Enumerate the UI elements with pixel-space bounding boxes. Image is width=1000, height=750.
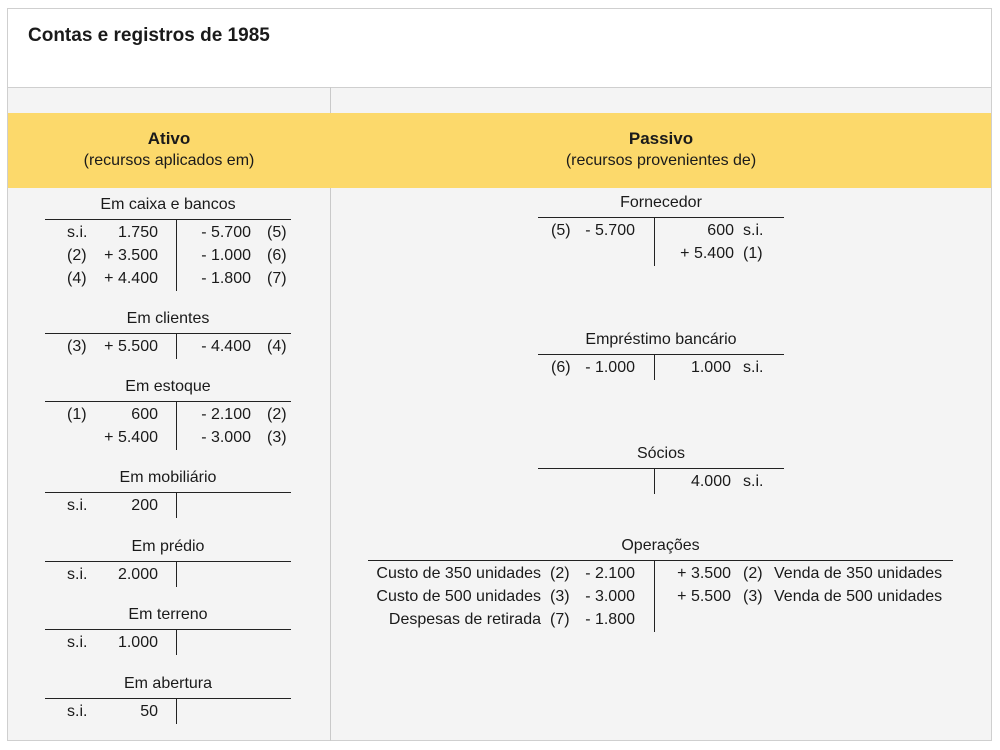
entry-rval: 600 <box>707 222 734 239</box>
entry-rref: (6) <box>267 247 287 264</box>
entry-rref: (4) <box>267 338 287 355</box>
entry-lref: s.i. <box>67 497 88 514</box>
ativo-header <box>8 113 330 188</box>
entry-row <box>538 470 784 493</box>
account-title: Em caixa e bancos <box>100 196 236 213</box>
account-caixa <box>45 196 291 291</box>
passivo-subheading: (recursos provenientes de) <box>565 152 757 169</box>
account-abertura <box>45 675 291 724</box>
entry-rval: - 2.100 <box>201 406 251 423</box>
entry-rval: - 1.800 <box>201 270 251 287</box>
ativo-subheading: (recursos aplicados em) <box>83 152 255 169</box>
entry-row <box>45 335 291 358</box>
t-account-horizontal-line <box>538 354 784 355</box>
entry-rdesc: Venda de 500 unidades <box>774 588 943 605</box>
entry-lval: - 1.800 <box>585 611 635 628</box>
entry-rref: s.i. <box>743 222 764 239</box>
entry-lref: (6) <box>551 359 571 376</box>
entry-rref: (2) <box>743 565 763 582</box>
entry-rref: s.i. <box>743 359 764 376</box>
entry-row <box>368 585 953 608</box>
entry-rval: + 3.500 <box>677 565 731 582</box>
entry-row <box>45 244 291 267</box>
entry-lref: s.i. <box>67 634 88 651</box>
entry-lval: 600 <box>131 406 158 423</box>
entry-lval: - 2.100 <box>585 565 635 582</box>
account-title: Em clientes <box>126 310 210 327</box>
account-title: Sócios <box>636 445 686 462</box>
entry-rval: 1.000 <box>690 359 731 376</box>
entry-lref: (3) <box>67 338 87 355</box>
passivo-heading: Passivo <box>628 129 694 148</box>
header-band <box>8 113 991 188</box>
entry-lref: (4) <box>67 270 87 287</box>
entry-row <box>368 608 953 631</box>
account-mobiliario <box>45 469 291 518</box>
entry-rref: s.i. <box>743 473 764 490</box>
entry-lref: (2) <box>550 565 570 582</box>
entry-row <box>538 242 784 265</box>
entry-lval: - 5.700 <box>585 222 635 239</box>
account-clientes <box>45 310 291 359</box>
entry-row <box>45 494 291 517</box>
entry-lval: - 1.000 <box>585 359 635 376</box>
entry-ldesc: Despesas de retirada <box>388 611 541 628</box>
entry-lval: 1.750 <box>117 224 158 241</box>
entry-rval: - 4.400 <box>201 338 251 355</box>
t-account-horizontal-line <box>45 561 291 562</box>
entry-rdesc: Venda de 350 unidades <box>774 565 943 582</box>
t-account-horizontal-line <box>45 698 291 699</box>
entry-lval: 200 <box>131 497 158 514</box>
t-account-horizontal-line <box>45 401 291 402</box>
entry-lval: + 4.400 <box>104 270 158 287</box>
entry-rval: - 3.000 <box>201 429 251 446</box>
entry-lref: s.i. <box>67 224 88 241</box>
entry-lref: s.i. <box>67 703 88 720</box>
t-account-horizontal-line <box>368 560 953 561</box>
entry-lref: (5) <box>551 222 571 239</box>
entry-ldesc: Custo de 500 unidades <box>376 588 541 605</box>
t-account-horizontal-line <box>45 629 291 630</box>
entry-rval: + 5.400 <box>680 245 734 262</box>
ativo-heading: Ativo <box>147 129 191 148</box>
entry-row <box>45 426 291 449</box>
t-account-horizontal-line <box>45 333 291 334</box>
account-title: Empréstimo bancário <box>585 331 737 348</box>
account-estoque <box>45 378 291 450</box>
account-title: Em estoque <box>125 378 211 395</box>
entry-row <box>45 267 291 290</box>
entry-row <box>538 356 784 379</box>
entry-row <box>45 563 291 586</box>
entry-lval: - 3.000 <box>585 588 635 605</box>
account-predio <box>45 538 291 587</box>
entry-lref: s.i. <box>67 566 88 583</box>
entry-lval: 1.000 <box>117 634 158 651</box>
account-title: Em abertura <box>123 675 213 692</box>
entry-rref: (3) <box>743 588 763 605</box>
account-title: Em terreno <box>128 606 208 623</box>
entry-row <box>45 700 291 723</box>
entry-row <box>368 562 953 585</box>
entry-lref: (7) <box>550 611 570 628</box>
account-operacoes <box>368 537 953 632</box>
entry-row <box>45 221 291 244</box>
entry-rref: (3) <box>267 429 287 446</box>
account-title: Em prédio <box>131 538 205 555</box>
t-account-horizontal-line <box>538 217 784 218</box>
account-emprestimo <box>538 331 784 380</box>
account-title: Fornecedor <box>620 194 702 211</box>
t-account-horizontal-line <box>538 468 784 469</box>
entry-lref: (3) <box>550 588 570 605</box>
entry-rval: - 5.700 <box>201 224 251 241</box>
title-box <box>8 9 991 88</box>
entry-lval: 2.000 <box>117 566 158 583</box>
entry-rval: - 1.000 <box>201 247 251 264</box>
entry-lref: (2) <box>67 247 87 264</box>
entry-lval: + 5.500 <box>104 338 158 355</box>
entry-rref: (5) <box>267 224 287 241</box>
entry-lval: 50 <box>140 703 158 720</box>
entry-rval: 4.000 <box>690 473 731 490</box>
account-title: Em mobiliário <box>119 469 217 486</box>
t-account-horizontal-line <box>45 219 291 220</box>
entry-rref: (2) <box>267 406 287 423</box>
entry-rref: (7) <box>267 270 287 287</box>
account-terreno <box>45 606 291 655</box>
account-fornecedor <box>538 194 784 266</box>
entry-lval: + 3.500 <box>104 247 158 264</box>
entry-lval: + 5.400 <box>104 429 158 446</box>
account-socios <box>538 445 784 494</box>
account-title: Operações <box>621 537 700 554</box>
page-title: Contas e registros de 1985 <box>28 25 270 46</box>
entry-rref: (1) <box>743 245 763 262</box>
entry-row <box>538 219 784 242</box>
passivo-header <box>331 113 991 188</box>
entry-ldesc: Custo de 350 unidades <box>376 565 541 582</box>
entry-row <box>45 631 291 654</box>
entry-row <box>45 403 291 426</box>
entry-rval: + 5.500 <box>677 588 731 605</box>
t-account-horizontal-line <box>45 492 291 493</box>
entry-lref: (1) <box>67 406 87 423</box>
